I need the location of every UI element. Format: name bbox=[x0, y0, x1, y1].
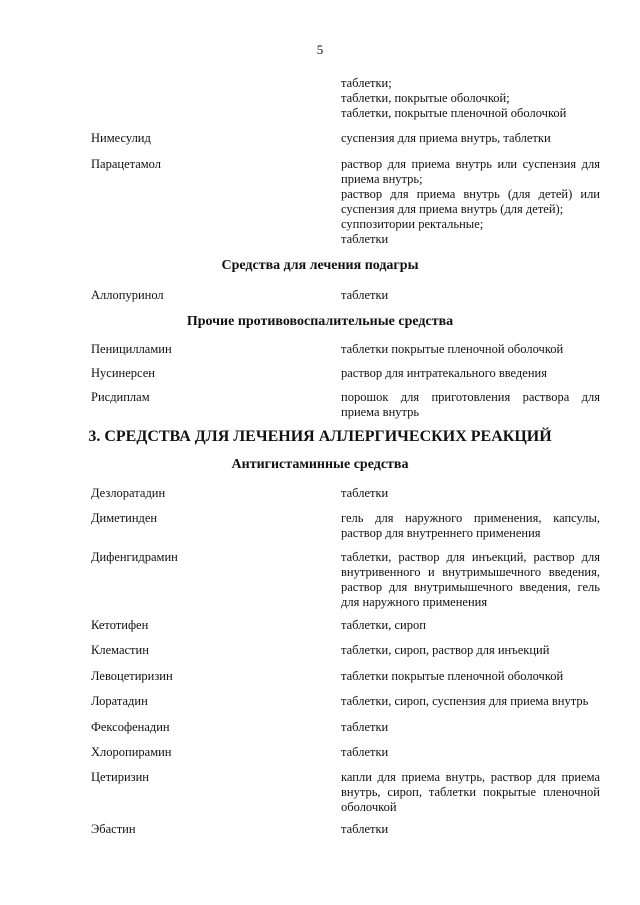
drug-name: Клемастин bbox=[91, 643, 149, 657]
form-line: таблетки покрытые пленочной оболочкой bbox=[341, 342, 564, 356]
continuation-forms bbox=[341, 76, 600, 121]
form-line: таблетки bbox=[341, 288, 389, 302]
form-line: таблетки, сироп bbox=[341, 618, 426, 632]
heading-antihistamine: Антигистаминные средства bbox=[231, 457, 409, 472]
drug-name: Дезлоратадин bbox=[91, 486, 166, 500]
drug-forms bbox=[341, 745, 600, 760]
form-line: таблетки bbox=[341, 232, 389, 246]
drug-forms bbox=[341, 550, 600, 610]
form-line: таблетки bbox=[341, 745, 389, 759]
heading-gout: Средства для лечения подагры bbox=[221, 258, 419, 273]
form-line: таблетки, раствор для инъекций, раствор для внутривенного и внутримышечного введения, раствор для внутримышечного введения, гель для наружного применения bbox=[341, 550, 600, 609]
drug-forms bbox=[341, 390, 600, 420]
drug-name: Нимесулид bbox=[91, 131, 151, 145]
page-number: 5 bbox=[316, 42, 324, 57]
form-line: раствор для приема внутрь или суспензия для приема внутрь; bbox=[341, 157, 600, 186]
drug-forms bbox=[341, 720, 600, 735]
drug-name: Диметинден bbox=[91, 511, 158, 525]
drug-name: Цетиризин bbox=[91, 770, 149, 784]
form-line: таблетки, покрытые оболочкой; bbox=[341, 91, 510, 105]
drug-name: Эбастин bbox=[91, 822, 136, 836]
drug-name: Рисдиплам bbox=[91, 390, 150, 404]
form-line: раствор для интратекального введения bbox=[341, 366, 547, 380]
form-line: таблетки, сироп, раствор для инъекций bbox=[341, 643, 550, 657]
drug-forms bbox=[341, 342, 600, 357]
drug-name: Дифенгидрамин bbox=[91, 550, 178, 564]
drug-forms bbox=[341, 770, 600, 815]
drug-forms bbox=[341, 618, 600, 633]
form-line: гель для наружного применения, капсулы, раствор для внутреннего применения bbox=[341, 511, 600, 540]
section-title: 3. СРЕДСТВА ДЛЯ ЛЕЧЕНИЯ АЛЛЕРГИЧЕСКИХ РЕАКЦИЙ bbox=[88, 428, 552, 445]
drug-name: Кетотифен bbox=[91, 618, 149, 632]
form-line: капли для приема внутрь, раствор для приема внутрь, сироп, таблетки покрытые пленочной оболочкой bbox=[341, 770, 600, 814]
form-line: порошок для приготовления раствора для приема внутрь bbox=[341, 390, 600, 419]
form-line: таблетки bbox=[341, 822, 389, 836]
drug-name: Фексофенадин bbox=[91, 720, 170, 734]
form-line: суппозитории ректальные; bbox=[341, 217, 484, 231]
drug-forms bbox=[341, 669, 600, 684]
form-line: таблетки bbox=[341, 720, 389, 734]
form-line: таблетки, сироп, суспензия для приема внутрь bbox=[341, 694, 589, 708]
drug-name: Пеницилламин bbox=[91, 342, 172, 356]
form-line: суспензия для приема внутрь, таблетки bbox=[341, 131, 551, 145]
drug-name: Лоратадин bbox=[91, 694, 148, 708]
drug-forms bbox=[341, 157, 600, 247]
drug-forms bbox=[341, 131, 600, 146]
drug-name: Парацетамол bbox=[91, 157, 162, 171]
drug-name: Хлоропирамин bbox=[91, 745, 172, 759]
drug-forms bbox=[341, 486, 600, 501]
drug-forms bbox=[341, 643, 600, 658]
form-line: таблетки bbox=[341, 486, 389, 500]
form-line: таблетки; bbox=[341, 76, 392, 90]
form-line: таблетки, покрытые пленочной оболочкой bbox=[341, 106, 567, 120]
heading-other-antiinflammatory: Прочие противовоспалительные средства bbox=[186, 314, 454, 329]
drug-name: Нусинерсен bbox=[91, 366, 155, 380]
form-line: раствор для приема внутрь (для детей) или суспензия для приема внутрь (для детей); bbox=[341, 187, 600, 216]
drug-name: Аллопуринол bbox=[91, 288, 164, 302]
drug-forms bbox=[341, 366, 600, 381]
drug-name: Левоцетиризин bbox=[91, 669, 173, 683]
drug-forms bbox=[341, 822, 600, 837]
drug-forms bbox=[341, 288, 600, 303]
form-line: таблетки покрытые пленочной оболочкой bbox=[341, 669, 564, 683]
drug-forms bbox=[341, 694, 600, 709]
drug-forms bbox=[341, 511, 600, 541]
